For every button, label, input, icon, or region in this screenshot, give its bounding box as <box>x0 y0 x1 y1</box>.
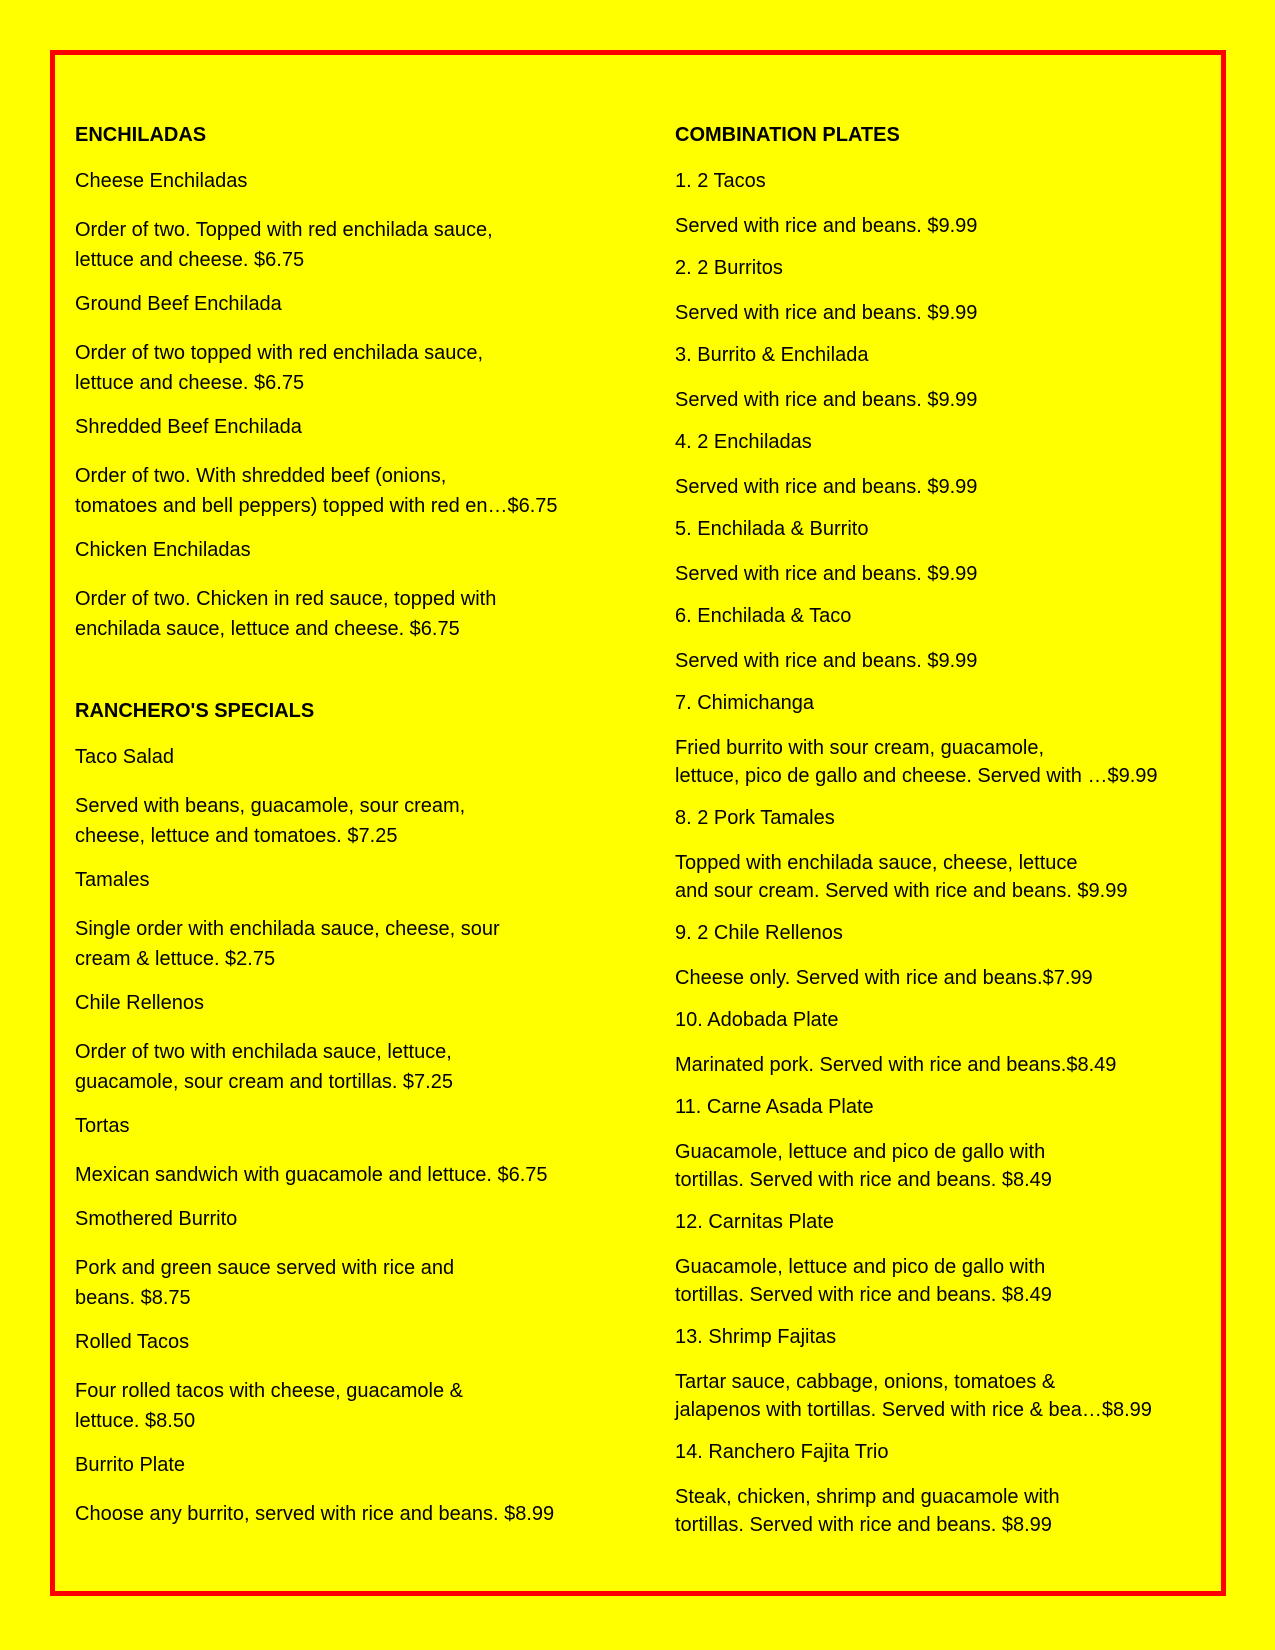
section-combination-plates <box>675 123 1215 1539</box>
menu-item-name: 12. Carnitas Plate <box>675 1211 834 1233</box>
menu-item-description: Served with rice and beans. $9.99 <box>675 302 978 324</box>
menu-item-name: 2. 2 Burritos <box>675 257 783 279</box>
menu-item-description: Fried burrito with sour cream, guacamole, lettuce, pico de gallo and cheese. Served with …$9.99 <box>675 737 1158 787</box>
menu-item-name: Ground Beef Enchilada <box>75 293 282 315</box>
menu-item-name: 3. Burrito & Enchilada <box>675 344 869 366</box>
section-heading: RANCHERO'S SPECIALS <box>75 700 315 722</box>
menu-item-name: 11. Carne Asada Plate <box>675 1096 874 1118</box>
menu-item-description: Tartar sauce, cabbage, onions, tomatoes & jalapenos with tortillas. Served with rice & bea…$8.99 <box>675 1371 1152 1421</box>
right-column <box>675 123 1215 1555</box>
menu-item-description: Served with rice and beans. $9.99 <box>675 215 978 237</box>
menu-item-description: Marinated pork. Served with rice and beans.$8.49 <box>675 1054 1117 1076</box>
menu-item-name: Chicken Enchiladas <box>75 539 251 561</box>
menu-item-name: Tortas <box>75 1115 130 1137</box>
menu-item-name: 10. Adobada Plate <box>675 1009 839 1031</box>
menu-item-name: Chile Rellenos <box>75 992 204 1014</box>
menu-item-name: Rolled Tacos <box>75 1331 190 1353</box>
menu-item-description: Order of two. With shredded beef (onions, tomatoes and bell peppers) topped with red en…$6.75 <box>75 465 558 517</box>
menu-item-description: Served with rice and beans. $9.99 <box>675 476 978 498</box>
menu-item-description: Served with rice and beans. $9.99 <box>675 563 978 585</box>
menu-item-description: Mexican sandwich with guacamole and lettuce. $6.75 <box>75 1164 548 1186</box>
menu-item-description: Order of two topped with red enchilada sauce, lettuce and cheese. $6.75 <box>75 342 484 394</box>
menu-item-description: Served with beans, guacamole, sour cream, cheese, lettuce and tomatoes. $7.25 <box>75 795 466 847</box>
menu-item-name: 6. Enchilada & Taco <box>675 605 852 627</box>
menu-item-name: 7. Chimichanga <box>675 692 814 714</box>
menu-item-description: Single order with enchilada sauce, cheese, sour cream & lettuce. $2.75 <box>75 918 500 970</box>
menu-item-name: 1. 2 Tacos <box>675 170 766 192</box>
menu-item-description: Order of two with enchilada sauce, lettuce, guacamole, sour cream and tortillas. $7.25 <box>75 1041 453 1093</box>
menu-item-name: 9. 2 Chile Rellenos <box>675 922 843 944</box>
menu-item-name: Burrito Plate <box>75 1454 186 1476</box>
menu-item-name: Shredded Beef Enchilada <box>75 416 302 438</box>
menu-item-description: Four rolled tacos with cheese, guacamole & lettuce. $8.50 <box>75 1380 463 1432</box>
section-heading: COMBINATION PLATES <box>675 124 900 146</box>
menu-item-name: Tamales <box>75 869 150 891</box>
menu-item-description: Choose any burrito, served with rice and beans. $8.99 <box>75 1503 555 1525</box>
menu-item-name: 4. 2 Enchiladas <box>675 431 812 453</box>
menu-item-name: 8. 2 Pork Tamales <box>675 807 835 829</box>
menu-item-name: 5. Enchilada & Burrito <box>675 518 869 540</box>
menu-item-description: Topped with enchilada sauce, cheese, lettuce and sour cream. Served with rice and beans. $9.99 <box>675 852 1128 902</box>
menu-item-name: 14. Ranchero Fajita Trio <box>675 1441 889 1463</box>
menu-item-name: Cheese Enchiladas <box>75 170 248 192</box>
section-spacer <box>75 661 615 699</box>
section-enchiladas <box>75 123 615 644</box>
section-heading: ENCHILADAS <box>75 124 207 146</box>
section-rancheros-specials <box>75 699 615 1529</box>
menu-item-description: Pork and green sauce served with rice and beans. $8.75 <box>75 1257 455 1309</box>
menu-item-name: Taco Salad <box>75 746 174 768</box>
menu-item-name: Smothered Burrito <box>75 1208 238 1230</box>
menu-item-description: Steak, chicken, shrimp and guacamole with tortillas. Served with rice and beans. $8.99 <box>675 1486 1060 1536</box>
menu-item-description: Guacamole, lettuce and pico de gallo with tortillas. Served with rice and beans. $8.49 <box>675 1141 1052 1191</box>
left-column <box>75 123 615 1546</box>
menu-item-description: Guacamole, lettuce and pico de gallo with tortillas. Served with rice and beans. $8.49 <box>675 1256 1052 1306</box>
menu-item-description: Order of two. Topped with red enchilada sauce, lettuce and cheese. $6.75 <box>75 219 493 271</box>
menu-item-name: 13. Shrimp Fajitas <box>675 1326 837 1348</box>
menu-item-description: Served with rice and beans. $9.99 <box>675 650 978 672</box>
menu-item-description: Order of two. Chicken in red sauce, topped with enchilada sauce, lettuce and cheese. $6.75 <box>75 588 497 640</box>
menu-item-description: Cheese only. Served with rice and beans.$7.99 <box>675 967 1093 989</box>
menu-item-description: Served with rice and beans. $9.99 <box>675 389 978 411</box>
